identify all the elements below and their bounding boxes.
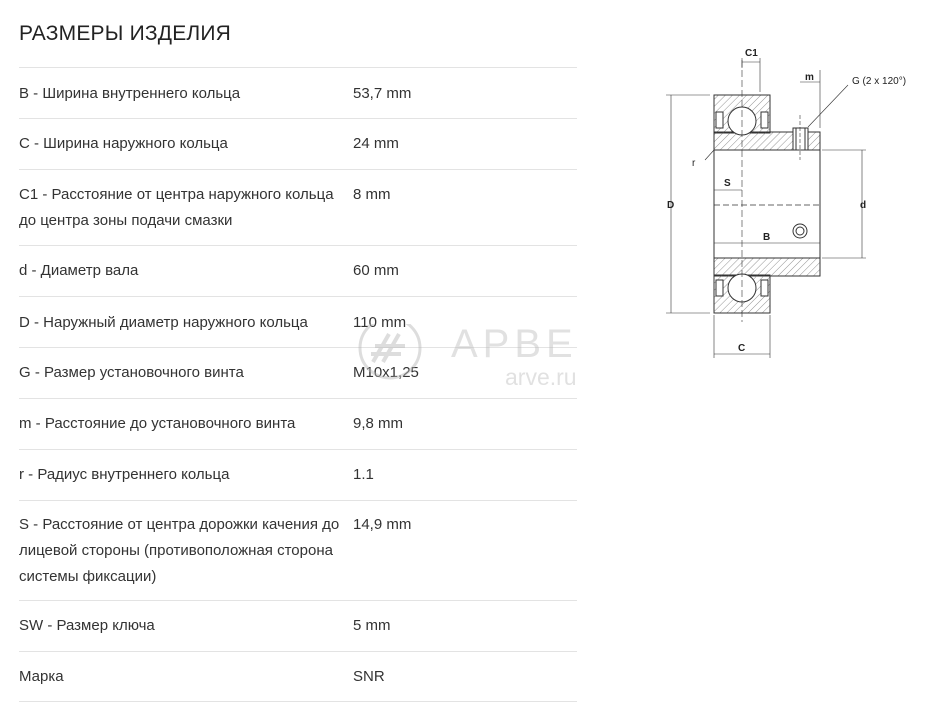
label-r: r [692, 158, 696, 169]
bearing-diagram [640, 40, 930, 370]
spec-label: r - Радиус внутреннего кольца [19, 466, 230, 483]
label-b: B [763, 232, 771, 243]
spec-label: d - Диаметр вала [19, 262, 139, 279]
spec-value: 24 mm [353, 135, 399, 152]
label-small-d: d [860, 200, 867, 211]
watermark-brand: АРВЕ [451, 324, 578, 366]
spec-row [19, 169, 577, 245]
watermark-site: arve.ru [505, 364, 577, 390]
spec-row [19, 118, 577, 169]
spec-label: m - Расстояние до установочного винта [19, 415, 296, 432]
spec-label: SW - Размер ключа [19, 617, 155, 634]
spec-label: D - Наружный диаметр наружного кольца [19, 314, 308, 331]
spec-label: G - Размер установочного винта [19, 364, 244, 381]
spec-label: Марка [19, 668, 64, 685]
label-c: C [738, 343, 746, 354]
spec-value: 110 mm [353, 314, 407, 331]
spec-value: 5 mm [353, 617, 391, 634]
spec-row [19, 398, 577, 449]
spec-label: S - Расстояние от центра дорожки качения до лицевой стороны (противоположная сторона системы фиксации) [19, 516, 340, 585]
spec-value: 8 mm [353, 186, 391, 203]
lube-hole-icon [793, 224, 807, 238]
spec-label: C1 - Расстояние от центра наружного кольца до центра зоны подачи смазки [19, 186, 334, 229]
label-c1: C1 [745, 48, 758, 59]
ball-bottom-icon [728, 274, 756, 302]
spec-value: 9,8 mm [353, 415, 404, 432]
spec-value: 14,9 mm [353, 516, 412, 533]
spec-row [19, 67, 577, 118]
label-g: G (2 x 120°) [852, 76, 907, 87]
watermark-logo [355, 324, 595, 394]
inner-ring-bottom [714, 258, 820, 276]
spec-row [19, 245, 577, 296]
set-screw-icon [793, 128, 808, 150]
spec-value: 60 mm [353, 262, 399, 279]
spec-label: C - Ширина наружного кольца [19, 135, 228, 152]
label-s: S [724, 178, 731, 189]
spec-value: 53,7 mm [353, 85, 412, 102]
page-title: РАЗМЕРЫ ИЗДЕЛИЯ [19, 22, 232, 45]
spec-row [19, 500, 577, 600]
spec-row [19, 651, 577, 702]
spec-row [19, 600, 577, 651]
spec-value: SNR [353, 668, 385, 685]
spec-value: M10x1,25 [353, 364, 419, 381]
spec-value: 1.1 [353, 466, 374, 483]
label-big-d: D [667, 200, 675, 211]
label-m: m [805, 72, 814, 83]
spec-row [19, 449, 577, 500]
spec-label: B - Ширина внутреннего кольца [19, 85, 241, 102]
